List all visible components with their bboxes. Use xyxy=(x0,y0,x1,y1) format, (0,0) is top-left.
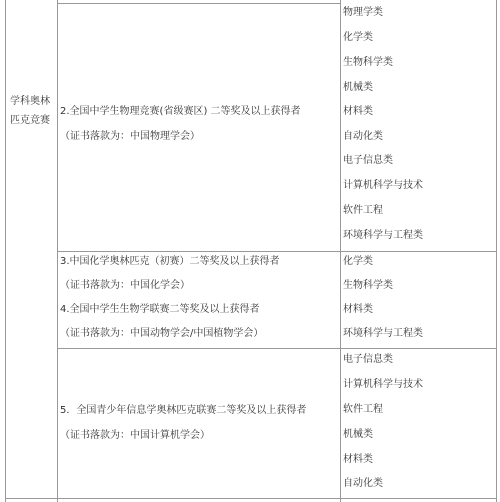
table-bottom-border xyxy=(5,498,496,499)
issuer-informatics: （证书落款为：中国计算机学会） xyxy=(60,430,210,441)
major-item: 自动化类 xyxy=(343,131,383,142)
competition-chemistry: 3.中国化学奥林匹克（初赛）二等奖及以上获得者 xyxy=(60,256,280,267)
competition-biology: 4.全国中学生生物学联赛二等奖及以上获得者 xyxy=(60,304,260,315)
major-item: 机械类 xyxy=(343,82,373,93)
major-item: 电子信息类 xyxy=(343,354,393,365)
issuer-physics: （证书落款为：中国物理学会） xyxy=(60,131,200,142)
row-divider-2 xyxy=(57,348,496,349)
major-item: 环境科学与工程类 xyxy=(343,230,423,241)
major-item: 生物科学类 xyxy=(343,280,393,291)
major-item: 物理学类 xyxy=(343,7,383,18)
major-item: 机械类 xyxy=(343,429,373,440)
issuer-chemistry: （证书落款为：中国化学会） xyxy=(60,280,190,291)
major-item: 材料类 xyxy=(343,304,373,315)
major-item: 软件工程 xyxy=(343,404,383,415)
table-border-right xyxy=(496,0,497,502)
major-item: 材料类 xyxy=(343,106,373,117)
major-item: 电子信息类 xyxy=(343,155,393,166)
competition-informatics: 5．全国青少年信息学奥林匹克联赛二等奖及以上获得者 xyxy=(60,405,307,416)
table-border-left xyxy=(5,0,6,502)
major-item: 材料类 xyxy=(343,454,373,465)
competition-physics: 2.全国中学生物理竞赛(省级赛区) 二等奖及以上获得者 xyxy=(60,106,301,117)
major-item: 环境科学与工程类 xyxy=(343,328,423,339)
major-item: 计算机科学与技术 xyxy=(343,180,423,191)
major-item: 生物科学类 xyxy=(343,57,393,68)
major-item: 软件工程 xyxy=(343,205,383,216)
major-item: 自动化类 xyxy=(343,478,383,489)
row-divider-1 xyxy=(57,251,496,252)
issuer-biology: （证书落款为：中国动物学会/中国植物学会） xyxy=(60,328,264,339)
major-item: 化学类 xyxy=(343,32,373,43)
category-label-line1: 学科奥林 xyxy=(10,96,50,107)
major-item: 计算机科学与技术 xyxy=(343,379,423,390)
major-item: 化学类 xyxy=(343,256,373,267)
category-label-line2: 匹克竞赛 xyxy=(10,115,50,126)
row-top-border xyxy=(57,3,340,4)
